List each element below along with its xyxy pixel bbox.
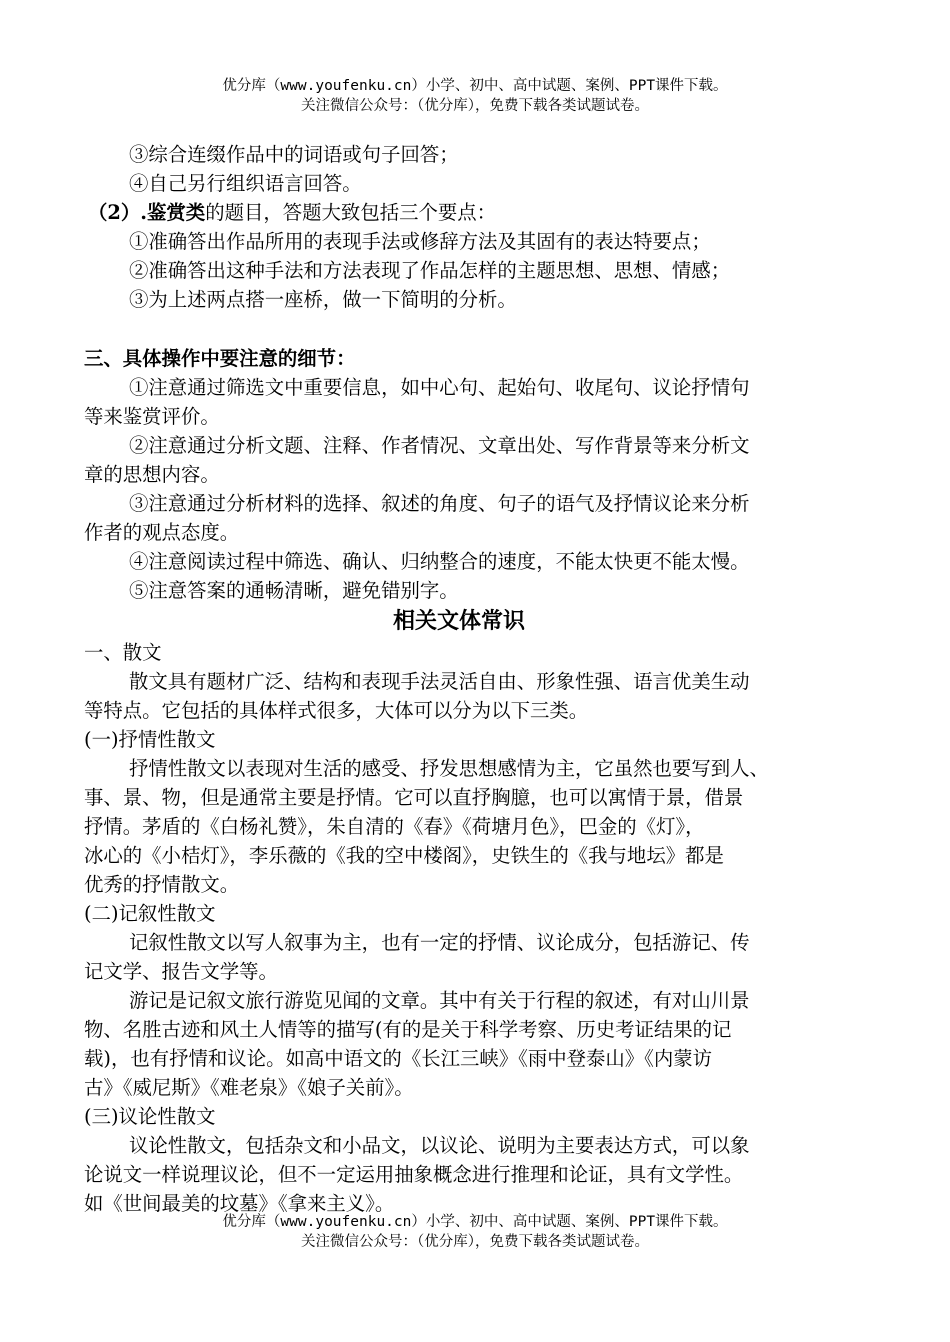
detail-4: ④注意阅读过程中筛选、确认、归纳整合的速度，不能太快更不能太慢。: [129, 550, 750, 573]
answer-method-3: ③综合连缀作品中的词语或句子回答；: [129, 143, 459, 166]
page-header: [0, 76, 950, 116]
header-line-1: 优分库（www.youfenku.cn）小学、初中、高中试题、案例、PPT课件下载。: [222, 78, 728, 94]
travel-notes-line-1: 游记是记叙文旅行游览见闻的文章。其中有关于行程的叙述，有对山川景: [129, 989, 750, 1012]
lyric-prose-line-1: 抒情性散文以表现对生活的感受、抒发思想感情为主，它虽然也要写到人、: [129, 757, 769, 780]
appreciation-heading-rest: 的题目，答题大致包括三个要点：: [205, 201, 497, 224]
appreciation-heading-bold: （2）.鉴赏类: [88, 201, 206, 224]
lyric-prose-line-4: 冰心的《小桔灯》，李乐薇的《我的空中楼阁》，史铁生的《我与地坛》都是: [84, 844, 724, 867]
footer-line-2: 关注微信公众号：（优分库），免费下载各类试题试卷。: [301, 1234, 649, 1250]
appreciation-point-2: ②准确答出这种手法和方法表现了作品怎样的主题思想、思想、情感；: [129, 259, 731, 282]
appreciation-point-1: ①准确答出作品所用的表现手法或修辞方法及其固有的表达特要点；: [129, 230, 711, 253]
detail-5: ⑤注意答案的通畅清晰，避免错别字。: [129, 579, 459, 602]
narrative-prose-heading: (二)记叙性散文: [84, 902, 216, 925]
page-footer: [0, 1212, 950, 1252]
detail-3-line-2: 作者的观点态度。: [84, 521, 240, 544]
argumentative-prose-line-3: 如《世间最美的坟墓》《拿来主义》。: [84, 1192, 395, 1215]
travel-notes-line-4: 古》《威尼斯》《难老泉》《娘子关前》。: [84, 1076, 414, 1099]
lyric-prose-line-3: 抒情。茅盾的《白杨礼赞》，朱自清的《春》《荷塘月色》，巴金的《灯》，: [84, 815, 705, 838]
footer-line-1: 优分库（www.youfenku.cn）小学、初中、高中试题、案例、PPT课件下载。: [222, 1214, 728, 1230]
argumentative-prose-line-2: 论说文一样说理议论，但不一定运用抽象概念进行推理和论证，具有文学性。: [84, 1163, 744, 1186]
travel-notes-line-3: 载)，也有抒情和议论。如高中语文的《长江三峡》《雨中登泰山》《内蒙访: [84, 1047, 713, 1070]
argumentative-prose-heading: (三)议论性散文: [84, 1105, 216, 1128]
appreciation-point-3: ③为上述两点搭一座桥，做一下简明的分析。: [129, 288, 517, 311]
prose-intro-line-1: 散文具有题材广泛、结构和表现手法灵活自由、形象性强、语言优美生动: [129, 670, 750, 693]
section-title: 相关文体常识: [392, 608, 525, 634]
answer-method-4: ④自己另行组织语言回答。: [129, 172, 362, 195]
narrative-prose-line-2: 记文学、报告文学等。: [84, 960, 278, 983]
document-body: [84, 140, 874, 1218]
detail-3-line-1: ③注意通过分析材料的选择、叙述的角度、句子的语气及抒情议论来分析: [129, 492, 750, 515]
argumentative-prose-line-1: 议论性散文，包括杂文和小品文，以议论、说明为主要表达方式，可以象: [129, 1134, 750, 1157]
detail-1-line-2: 等来鉴赏评价。: [84, 405, 220, 428]
header-line-2: 关注微信公众号：（优分库），免费下载各类试题试卷。: [301, 98, 649, 114]
prose-heading: 一、散文: [84, 641, 162, 664]
appreciation-heading: [84, 198, 874, 227]
lyric-prose-line-5: 优秀的抒情散文。: [84, 873, 240, 896]
detail-2-line-2: 章的思想内容。: [84, 463, 220, 486]
detail-2-line-1: ②注意通过分析文题、注释、作者情况、文章出处、写作背景等来分析文: [129, 434, 750, 457]
travel-notes-line-2: 物、名胜古迹和风土人情等的描写(有的是关于科学考察、历史考证结果的记: [84, 1018, 732, 1041]
prose-intro-line-2: 等特点。它包括的具体样式很多，大体可以分为以下三类。: [84, 699, 589, 722]
lyric-prose-heading: (一)抒情性散文: [84, 728, 216, 751]
lyric-prose-line-2: 事、景、物，但是通常主要是抒情。它可以直抒胸臆，也可以寓情于景，借景: [84, 786, 744, 809]
detail-1-line-1: ①注意通过筛选文中重要信息，如中心句、起始句、收尾句、议论抒情句: [129, 376, 750, 399]
narrative-prose-line-1: 记叙性散文以写人叙事为主，也有一定的抒情、议论成分，包括游记、传: [129, 931, 750, 954]
details-heading: 三、具体操作中要注意的细节：: [84, 347, 356, 370]
